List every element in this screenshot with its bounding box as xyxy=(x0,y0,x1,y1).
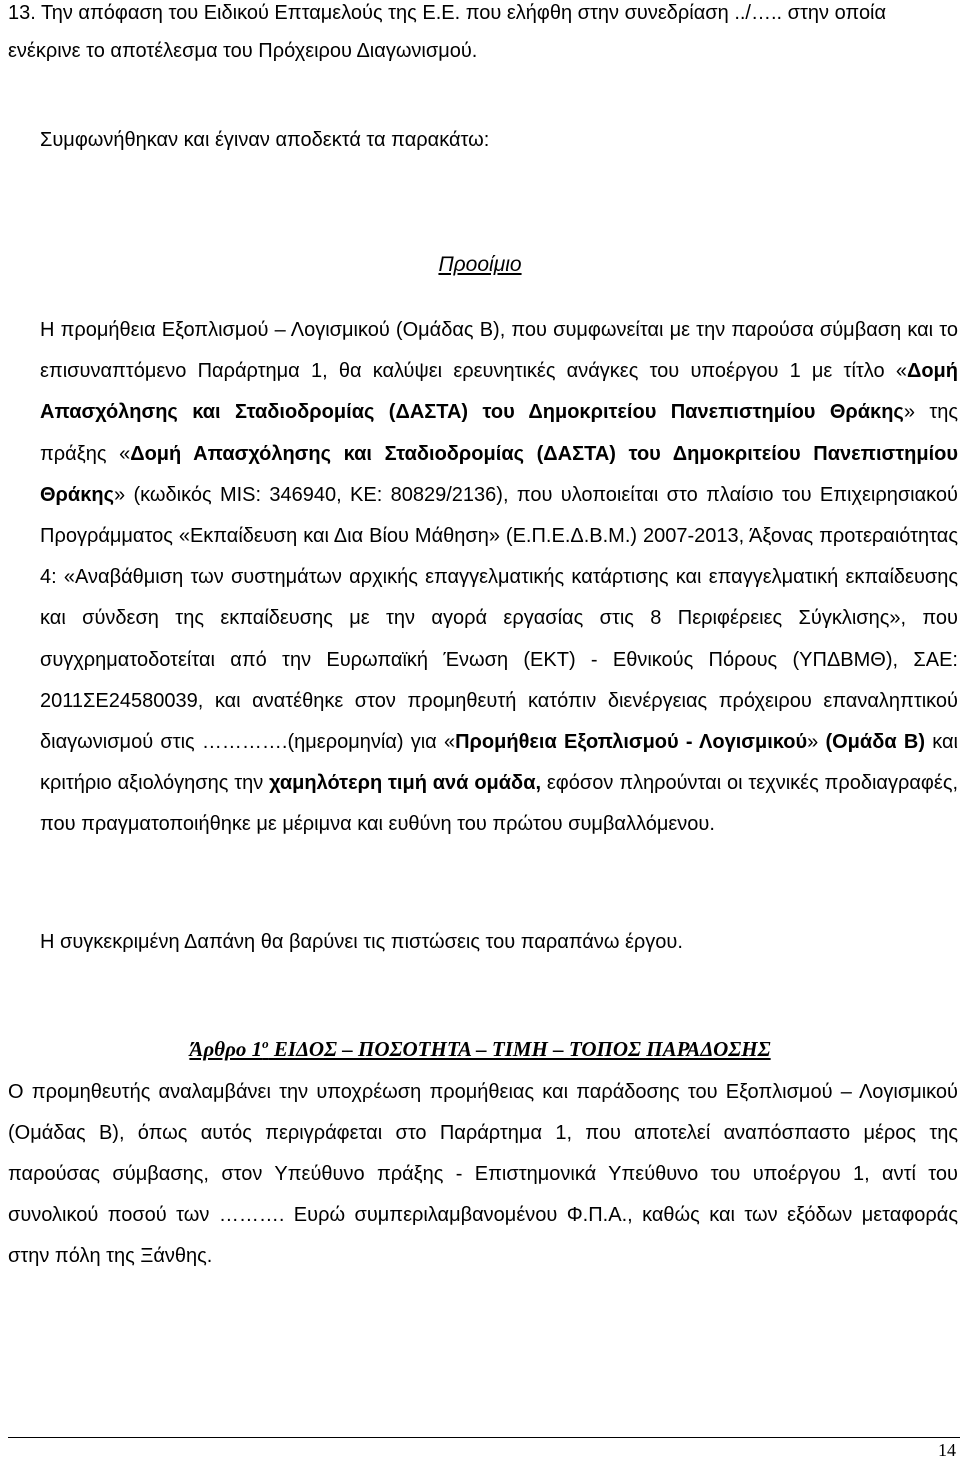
article-1-body xyxy=(8,1072,958,1277)
preamble-bold-criterion: χαμηλότερη τιμή ανά ομάδα, xyxy=(269,772,542,795)
preamble-title: Προοίμιο xyxy=(438,253,522,276)
article-1-text: Ο προμηθευτής αναλαμβάνει την υποχρέωση προμήθειας και παράδοσης του Εξοπλισμού – Λογισμικού (Ομάδας Β), όπως αυτός περιγράφεται στο Παράρτημα 1, που αποτελεί αναπόσπαστο μέρος της παρούσας σύμβασης, στον Υπεύθυνο πράξης - Επιστημονικά Υπεύθυνο του υποέργου 1, αντί του συνολικού ποσού των ………. Ευρώ συμπεριλαμβανομένου Φ.Π.Α., καθώς και των εξόδων μεταφοράς στην πόλη της Ξάνθης. xyxy=(8,1081,958,1267)
article-1-title xyxy=(0,1029,960,1069)
page-number: 14 xyxy=(938,1440,956,1460)
item-13-text: 13. Την απόφαση του Ειδικού Επταμελούς της Ε.Ε. που ελήφθη στην συνεδρίαση ../….. στην οποία ενέκρινε το αποτέλεσμα του Πρόχειρου Διαγωνισμού. xyxy=(8,2,887,62)
article-1-title-pre: Άρθρο 1 xyxy=(189,1037,263,1061)
preamble-text-3: » (κωδικός MIS: 346940, ΚΕ: 80829/2136), που υλοποιείται στο πλαίσιο του Επιχειρησιακού Προγράμματος «Εκπαίδευση και Δια Βίου Μάθηση» (Ε.Π.Ε.Δ.Β.Μ.) 2007-2013, Άξονας προτεραιότητας 4: «Αναβάθμιση των συστημάτων αρχικής επαγγελματικής κατάρτισης και επαγγελματική εκπαίδευσης και σύνδεση της εκπαίδευσης με την αγορά εργασίας στις 8 Περιφέρειες Σύγκλισης», που συγχρηματοδοτείται από την Ευρωπαϊκή Ένωση (ΕΚΤ) - Εθνικούς Πόρους (ΥΠΔΒΜΘ), ΣΑΕ: 2011ΣΕ24580039, και ανατέθηκε στον προμηθευτή κατόπιν διενέργειας πρόχειρου επαναληπτικού διαγωνισμού στις ………….(ημερομηνία) για « xyxy=(40,483,958,754)
footer-divider xyxy=(8,1437,960,1438)
preamble-paragraph xyxy=(40,310,958,846)
preamble-bold-action: Δομή Απασχόλησης και Σταδιοδρομίας (ΔΑΣΤΑ) του Δημοκριτείου Πανεπιστημίου Θράκης xyxy=(40,442,958,506)
article-1-title-sup: ο xyxy=(262,1036,269,1051)
agreed-statement: Συμφωνήθηκαν και έγιναν αποδεκτά τα παρακάτω: xyxy=(40,129,490,151)
expense-statement: Η συγκεκριμένη Δαπάνη θα βαρύνει τις πιστώσεις του παραπάνω έργου. xyxy=(40,931,683,953)
preamble-bold-procurement: Προμήθεια Εξοπλισμού - Λογισμικού xyxy=(455,731,808,754)
preamble-bold-group: (Ομάδα Β) xyxy=(825,731,925,754)
preamble-text-1: Η προμήθεια Εξοπλισμού – Λογισμικού (Ομάδας Β), που συμφωνείται με την παρούσα σύμβαση και το επισυναπτόμενο Παράρτημα 1, θα καλύψει ερευνητικές ανάγκες του υποέργου 1 με τίτλο « xyxy=(40,319,958,383)
preamble-text-5: και κριτήριο αξιολόγησης την xyxy=(40,731,958,795)
preamble-text-4: » xyxy=(807,731,826,754)
article-1-title-post: ΕΙΔΟΣ – ΠΟΣΟΤΗΤΑ – ΤΙΜΗ – ΤΟΠΟΣ ΠΑΡΑΔΟΣΗΣ xyxy=(268,1037,771,1061)
preamble-bold-subproject: Δομή Απασχόλησης και Σταδιοδρομίας (ΔΑΣΤΑ) του Δημοκριτείου Πανεπιστημίου Θράκης xyxy=(40,360,958,424)
preamble-text-2: » της πράξης « xyxy=(40,401,958,465)
preamble-text-6: εφόσον πληρούνται οι τεχνικές προδιαγραφές, που πραγματοποιήθηκε με μέριμνα και ευθύνη του πρώτου συμβαλλόμενου. xyxy=(40,772,959,836)
